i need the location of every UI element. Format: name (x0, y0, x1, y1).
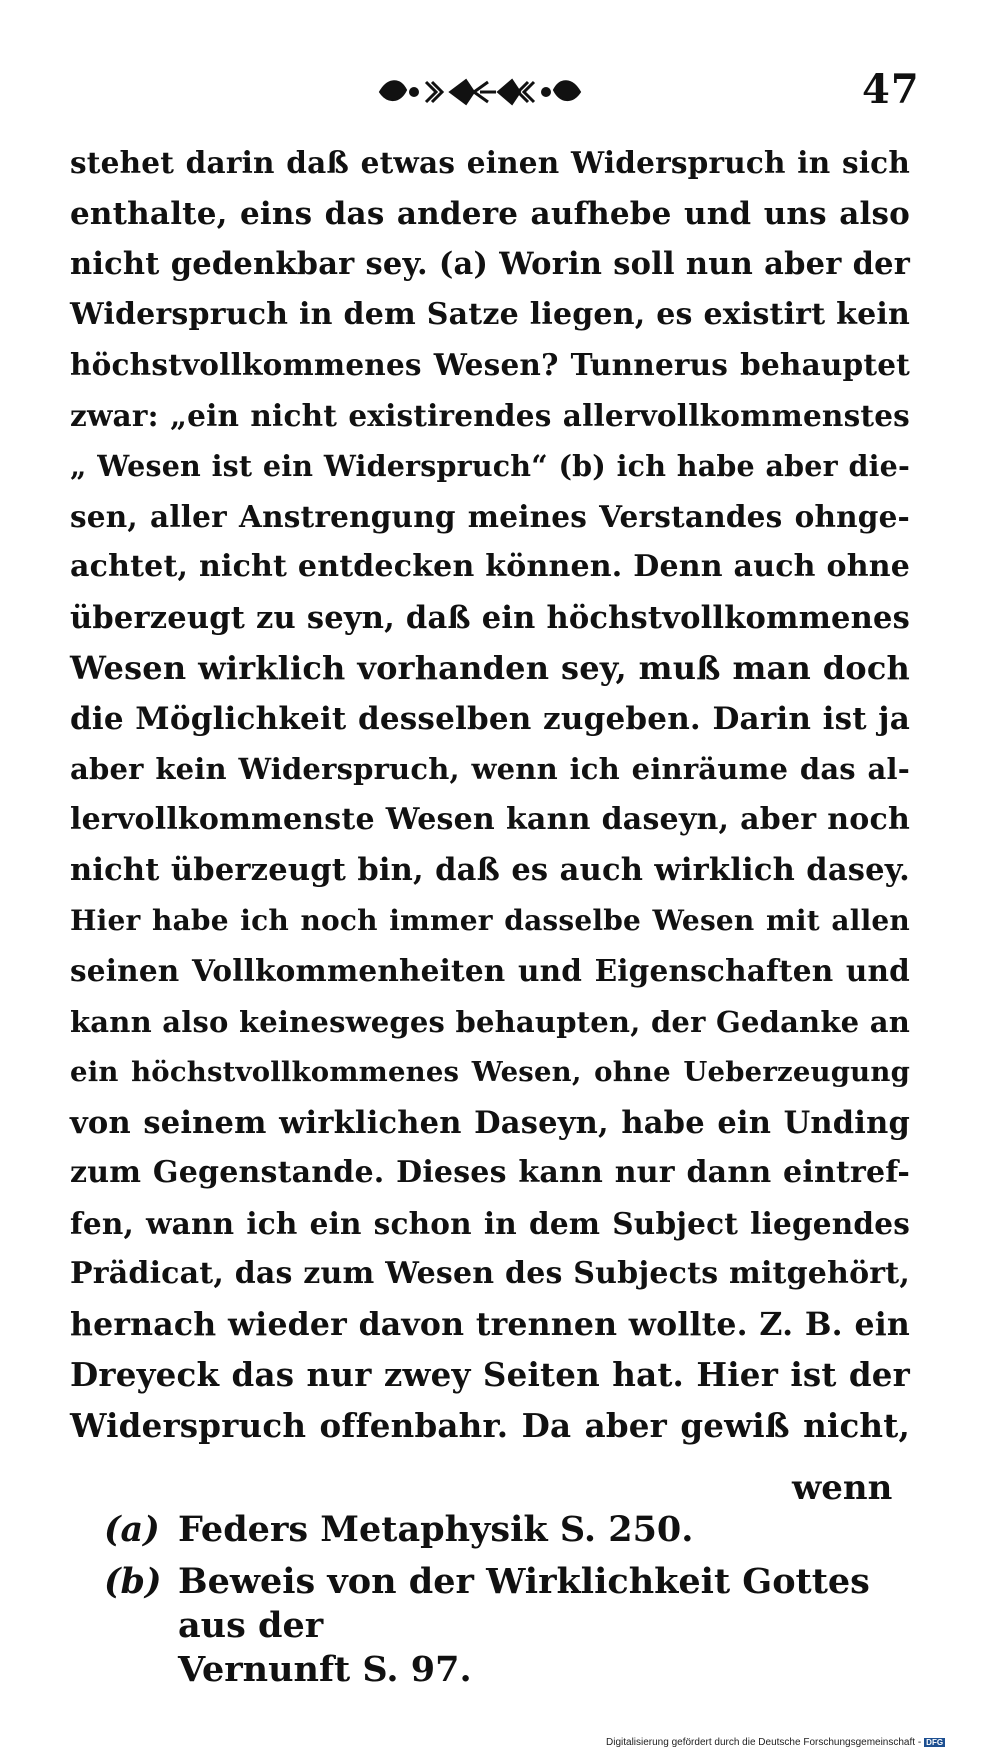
footnote-marker: (a) (104, 1509, 160, 1550)
text-line: hernach wieder davon trennen wollte. Z. B. ein (70, 1305, 910, 1343)
text-line: Prädicat, das zum Wesen des Subjects mitgehört, (70, 1256, 910, 1291)
text-line: Widerspruch offenbahr. Da aber gewiß nicht, (70, 1405, 910, 1445)
text-line: fen, wann ich ein schon in dem Subject liegendes (70, 1205, 910, 1241)
text-line: Dreyeck das nur zwey Seiten hat. Hier ist der (70, 1355, 910, 1394)
credit-text: Digitalisierung gefördert durch die Deutsche Forschungsgemeinschaft - (606, 1737, 922, 1748)
text-line: „ Wesen ist ein Widerspruch“ (b) ich habe aber die- (70, 449, 910, 483)
main-text-block (70, 138, 910, 1451)
text-line: stehet darin daß etwas einen Widerspruch in sich (70, 145, 910, 180)
footnote-text-continuation: Vernunft S. 97. (178, 1649, 472, 1690)
footnote-text: Feders Metaphysik S. 250. (178, 1509, 694, 1550)
footnotes (104, 1508, 914, 1692)
text-line: höchstvollkommenes Wesen? Tunnerus behauptet (70, 347, 910, 382)
text-line: von seinem wirklichen Daseyn, habe ein Unding (70, 1104, 910, 1141)
text-line: zum Gegenstande. Dieses kann nur dann eintref- (70, 1155, 910, 1190)
text-line: Widerspruch in dem Satze liegen, es existirt kein (70, 296, 910, 332)
text-line: sen, aller Anstrengung meines Verstandes ohnge- (70, 498, 910, 534)
text-line: achtet, nicht entdecken können. Denn auch ohne (70, 549, 910, 584)
page-number: 47 (862, 66, 920, 113)
text-line: ein höchstvollkommenes Wesen, ohne Ueberzeugung (70, 1056, 910, 1088)
footnote (104, 1508, 914, 1552)
text-line: nicht überzeugt bin, daß es auch wirklich dasey. (70, 852, 910, 888)
text-line: überzeugt zu seyn, daß ein höchstvollkommenes (70, 599, 910, 636)
text-line: nicht gedenkbar sey. (a) Worin soll nun aber der (70, 246, 910, 282)
text-line: zwar: „ein nicht existirendes allervollkommenstes (70, 397, 910, 433)
text-line: seinen Vollkommenheiten und Eigenschaften und (70, 953, 910, 988)
text-line: Hier habe ich noch immer dasselbe Wesen mit allen (70, 903, 910, 937)
text-line: Wesen wirklich vorhanden sey, muß man doch (70, 649, 910, 687)
text-line: kann also keinesweges behaupten, der Gedanke an (70, 1004, 910, 1039)
footnote-text: Beweis von der Wirklichkeit Gottes aus der (178, 1561, 870, 1646)
text-line: aber kein Widerspruch, wenn ich einräume das al- (70, 752, 910, 786)
text-line: die Möglichkeit desselben zugeben. Darin ist ja (70, 700, 910, 737)
text-line: lervollkommenste Wesen kann daseyn, aber noch (70, 801, 910, 837)
text-line: enthalte, eins das andere aufhebe und uns also (70, 195, 910, 232)
decorative-vignette-icon (370, 72, 590, 112)
catchword: wenn (792, 1468, 893, 1508)
digitization-credit (606, 1737, 945, 1748)
dfg-logo: DFG (926, 1737, 944, 1747)
footnote (104, 1560, 914, 1692)
footnote-marker: (b) (104, 1561, 162, 1602)
